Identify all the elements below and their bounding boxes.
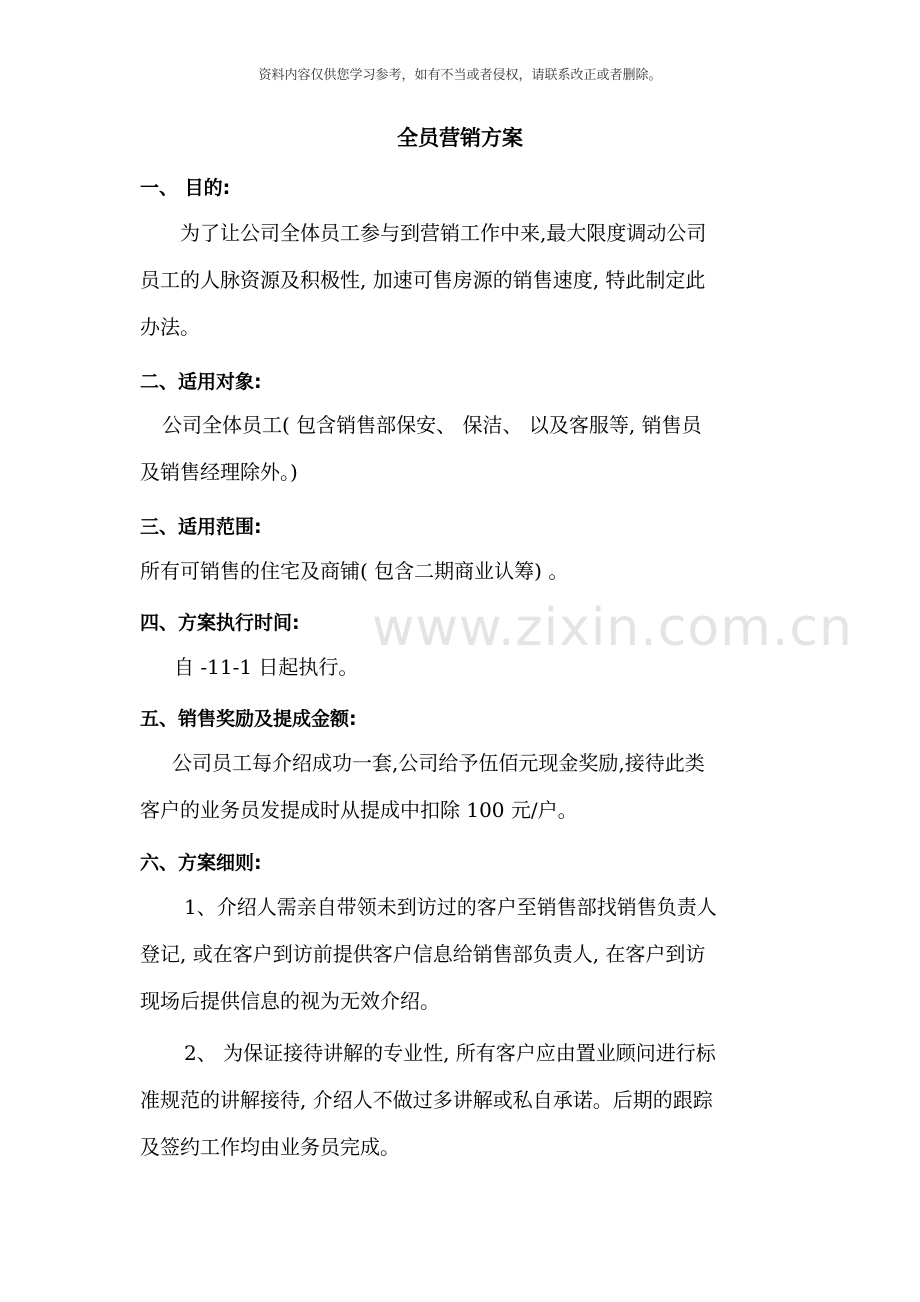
background-watermark: www.zixin.com.cn <box>372 598 853 658</box>
section-body-rules-1 <box>140 884 790 1025</box>
paragraph-line: 及销售经理除外。) <box>140 460 298 484</box>
paragraph-line: 公司全体员工( 包含销售部保安、 保洁、 以及客服等, 销售员 <box>162 413 702 437</box>
paragraph-line: 1、介绍人需亲自带领未到访过的客户至销售部找销售负责人 <box>184 895 717 919</box>
paragraph-line: 现场后提供信息的视为无效介绍。 <box>140 989 440 1013</box>
paragraph-line: 2、 为保证接待讲解的专业性, 所有客户应由置业顾问进行标 <box>184 1041 716 1065</box>
section-heading-purpose: 一、 目的: <box>140 177 231 199</box>
paragraph-line: 登记, 或在客户到访前提供客户信息给销售部负责人, 在客户到访 <box>140 942 706 966</box>
section-body-schedule <box>140 644 790 691</box>
paragraph-line: 自 -11-1 日起执行。 <box>174 655 359 679</box>
section-heading-rules: 六、方案细则: <box>140 852 262 874</box>
section-heading-target: 二、适用对象: <box>140 371 262 393</box>
section-heading-schedule: 四、方案执行时间: <box>140 612 300 634</box>
paragraph-line: 所有可销售的住宅及商铺( 包含二期商业认筹) 。 <box>140 559 569 583</box>
paragraph-line: 准规范的讲解接待, 介绍人不做过多讲解或私自承诺。后期的跟踪 <box>140 1088 713 1112</box>
section-body-target <box>140 402 790 496</box>
paragraph-line: 办法。 <box>140 315 200 339</box>
section-heading-scope: 三、适用范围: <box>140 516 262 538</box>
section-body-rules-2 <box>140 1030 790 1171</box>
section-heading-reward: 五、销售奖励及提成金额: <box>140 708 357 730</box>
section-body-scope <box>140 548 790 595</box>
paragraph-line: 为了让公司全体员工参与到营销工作中来,最大限度调动公司 <box>180 221 707 245</box>
section-body-reward <box>140 740 790 834</box>
paragraph-line: 员工的人脉资源及积极性, 加速可售房源的销售速度, 特此制定此 <box>140 268 706 292</box>
paragraph-line: 公司员工每介绍成功一套,公司给予伍佰元现金奖励,接待此类 <box>172 751 705 775</box>
paragraph-line: 及签约工作均由业务员完成。 <box>140 1135 400 1159</box>
section-body-purpose <box>140 210 790 351</box>
header-note: 资料内容仅供您学习参考，如有不当或者侵权，请联系改正或者删除。 <box>258 68 662 83</box>
document-title: 全员营销方案 <box>397 126 523 150</box>
paragraph-line: 客户的业务员发提成时从提成中扣除 100 元/户。 <box>140 798 578 822</box>
